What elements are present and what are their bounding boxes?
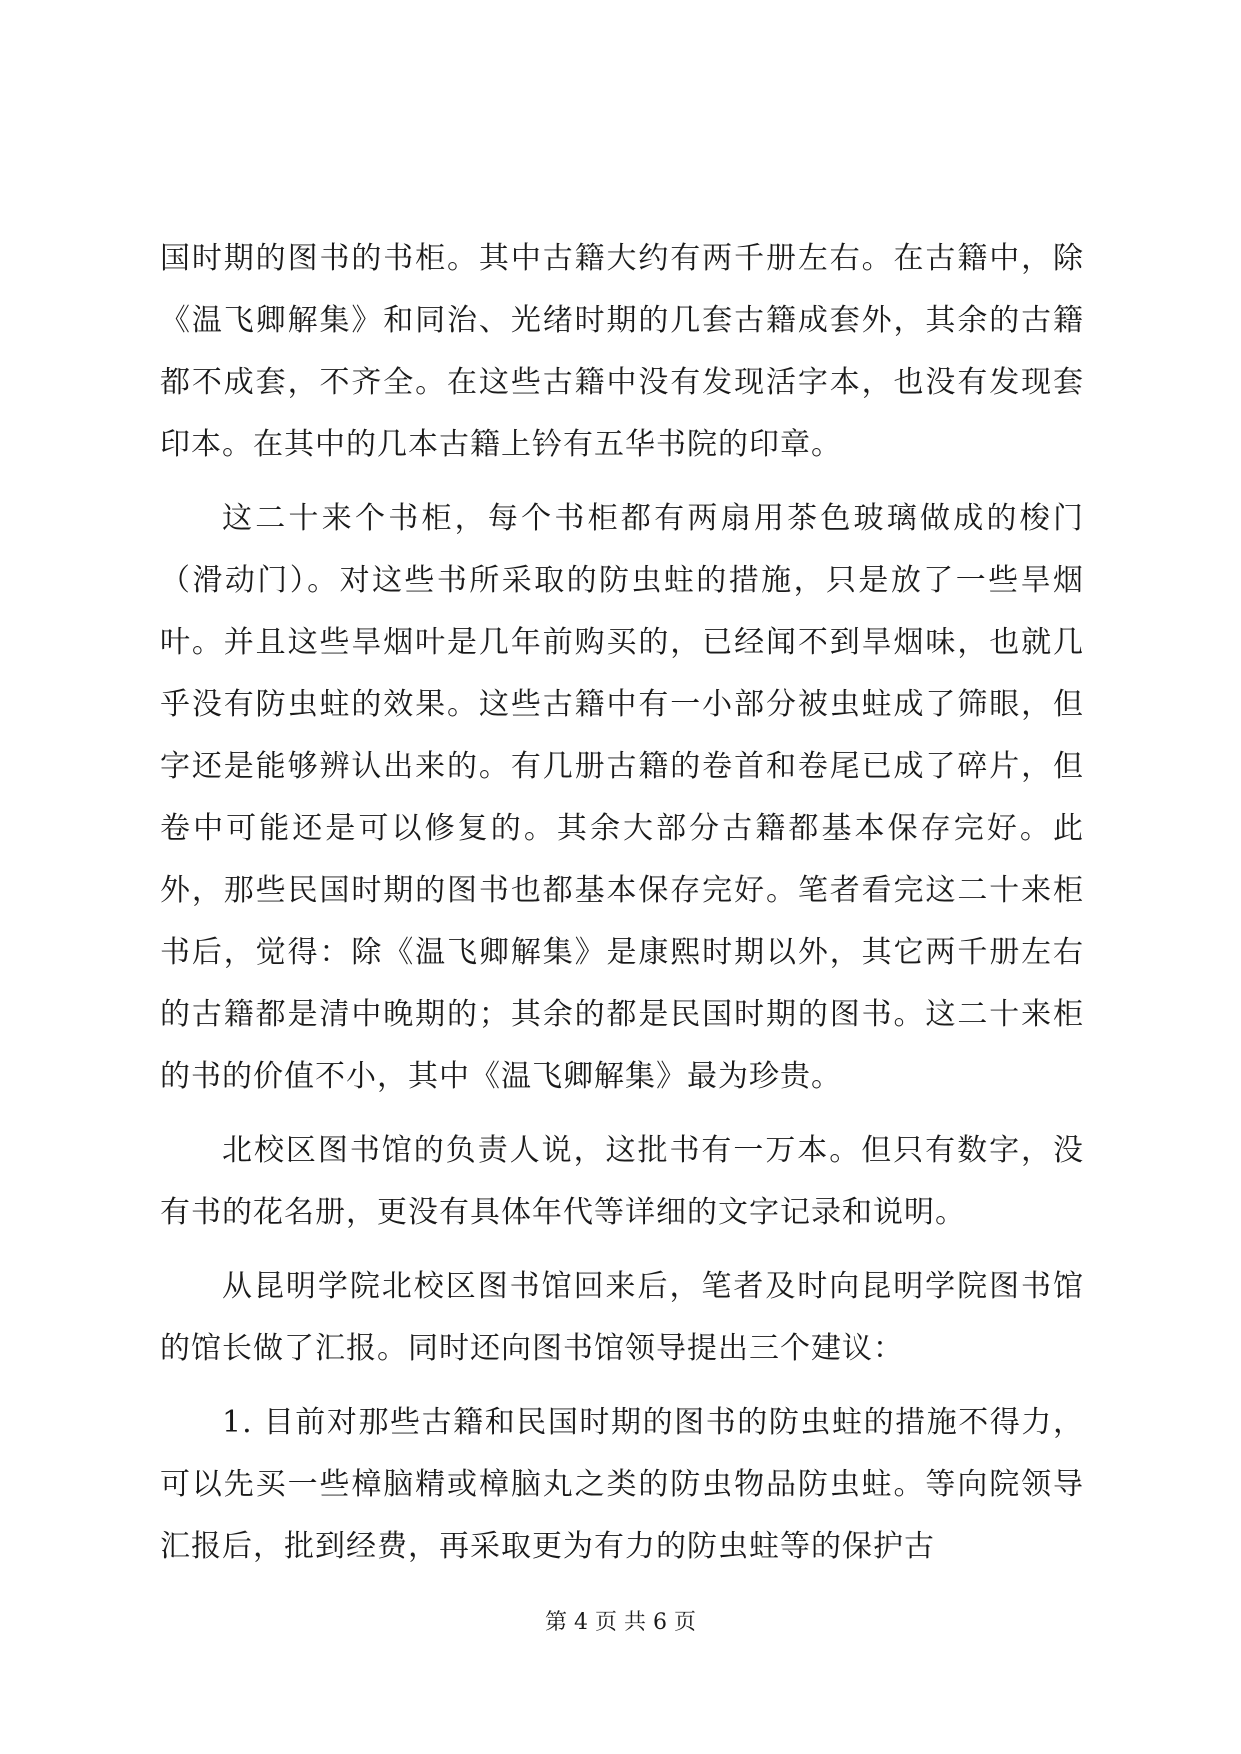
body-text — [160, 228, 1084, 1578]
page-number-footer: 第 4 页 共 6 页 — [545, 1610, 696, 1635]
paragraph-bookcases: 这二十来个书柜，每个书柜都有两扇用茶色玻璃做成的梭门（滑动门）。对这些书所采取的防虫蛀的措施，只是放了一些旱烟叶。并且这些旱烟叶是几年前购买的，已经闻不到旱烟味，也就几乎没有防虫蛀的效果。这些古籍中有一小部分被虫蛀成了筛眼，但字还是能够辨认出来的。有几册古籍的卷首和卷尾已成了碎片，但卷中可能还是可以修复的。其余大部分古籍都基本保存完好。此外，那些民国时期的图书也都基本保存完好。笔者看完这二十来柜书后，觉得：除《温飞卿解集》是康熙时期以外，其它两千册左右的古籍都是清中晚期的；其余的都是民国时期的图书。这二十来柜的书的价值不小，其中《温飞卿解集》最为珍贵。 — [160, 501, 1084, 1094]
paragraph-continued: 国时期的图书的书柜。其中古籍大约有两千册左右。在古籍中，除《温飞卿解集》和同治、光绪时期的几套古籍成套外，其余的古籍都不成套，不齐全。在这些古籍中没有发现活字本，也没有发现套印本。在其中的几本古籍上钤有五华书院的印章。 — [160, 241, 1084, 462]
paragraph-report: 从昆明学院北校区图书馆回来后，笔者及时向昆明学院图书馆的馆长做了汇报。同时还向图书馆领导提出三个建议： — [160, 1269, 1084, 1366]
paragraph-library-head: 北校区图书馆的负责人说，这批书有一万本。但只有数字，没有书的花名册，更没有具体年代等详细的文字记录和说明。 — [160, 1133, 1084, 1230]
paragraph-suggestion-1: 1. 目前对那些古籍和民国时期的图书的防虫蛀的措施不得力，可以先买一些樟脑精或樟脑丸之类的防虫物品防虫蛀。等向院领导汇报后，批到经费，再采取更为有力的防虫蛀等的保护古 — [160, 1405, 1084, 1564]
